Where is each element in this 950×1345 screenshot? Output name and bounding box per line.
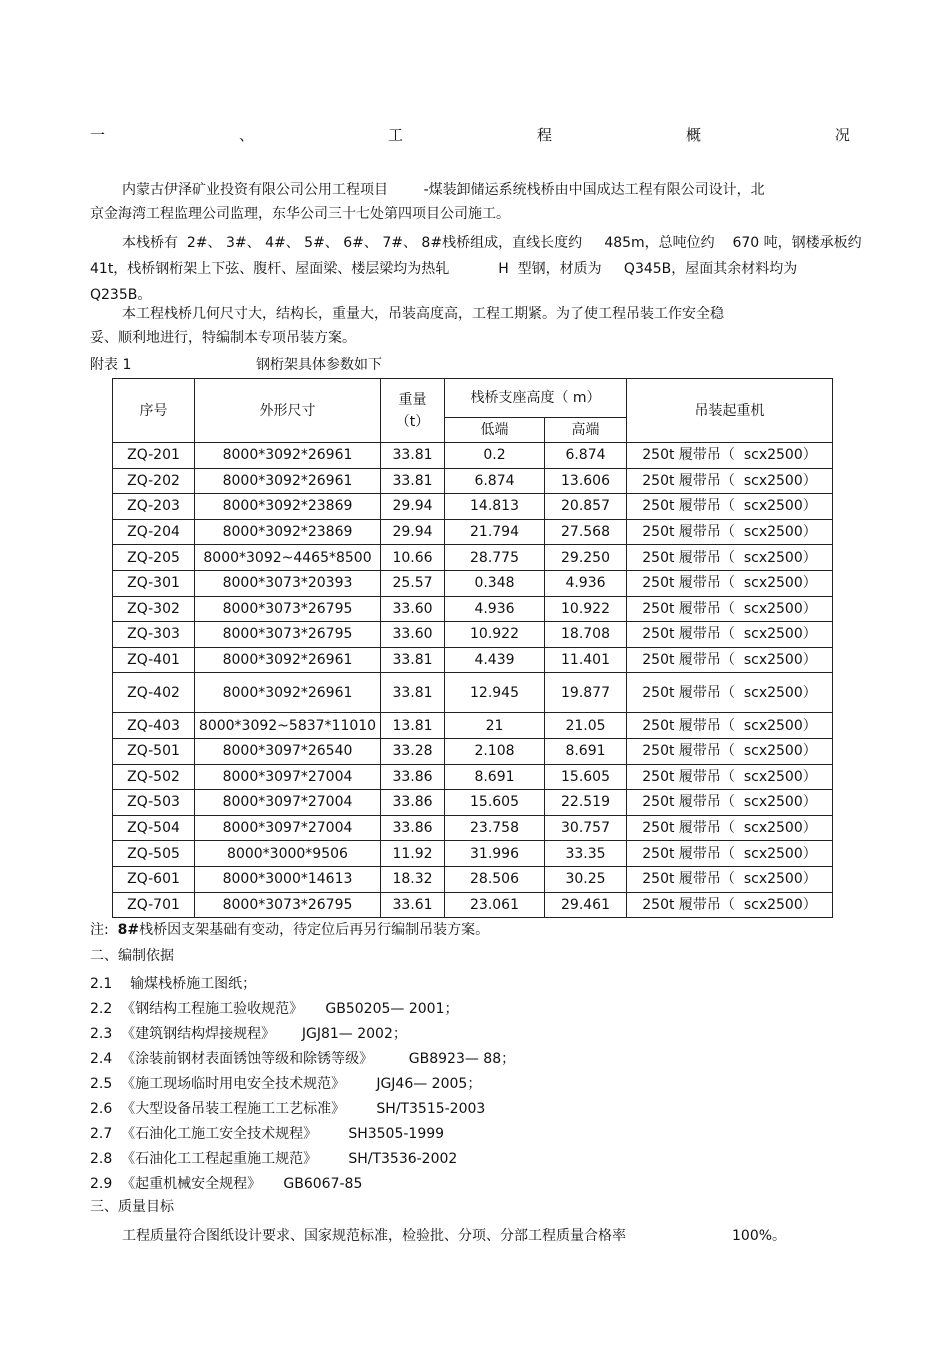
cell-low: 14.813 xyxy=(445,494,545,520)
cell-crane: 250t 履带吊（ scx2500） xyxy=(627,673,833,713)
cell-high: 33.35 xyxy=(545,841,627,867)
cell-high: 19.877 xyxy=(545,673,627,713)
cell-low: 4.439 xyxy=(445,647,545,673)
cell-high: 21.05 xyxy=(545,713,627,739)
table-note xyxy=(90,919,489,939)
cell-low: 12.945 xyxy=(445,673,545,713)
paragraph-line: 本栈桥有 2#、 3#、 4#、 5#、 6#、 7#、 8#栈桥组成，直线长度约 485m，总吨位约 670 吨，钢楼承板约 xyxy=(122,235,862,251)
note-bold: 8# xyxy=(117,922,140,938)
table-row xyxy=(113,841,833,867)
table-row xyxy=(113,738,833,764)
cell-high: 29.250 xyxy=(545,545,627,571)
cell-weight: 29.94 xyxy=(381,519,445,545)
cell-no: ZQ-403 xyxy=(113,713,195,739)
header-size: 外形尺寸 xyxy=(195,379,381,443)
cell-no: ZQ-301 xyxy=(113,570,195,596)
heading-char: 况 xyxy=(834,126,850,144)
cell-no: ZQ-701 xyxy=(113,892,195,918)
table-caption-label: 附表 1 xyxy=(90,357,132,373)
cell-low: 28.775 xyxy=(445,545,545,571)
table-row xyxy=(113,892,833,918)
steel-truss-parameters-table xyxy=(112,378,833,918)
cell-crane: 250t 履带吊（ scx2500） xyxy=(627,866,833,892)
table-row xyxy=(113,468,833,494)
cell-low: 23.758 xyxy=(445,815,545,841)
cell-size: 8000*3092*26961 xyxy=(195,647,381,673)
table-row xyxy=(113,519,833,545)
cell-crane: 250t 履带吊（ scx2500） xyxy=(627,738,833,764)
cell-no: ZQ-203 xyxy=(113,494,195,520)
table-row xyxy=(113,622,833,648)
cell-high: 30.757 xyxy=(545,815,627,841)
cell-weight: 33.28 xyxy=(381,738,445,764)
header-low-end: 低端 xyxy=(445,418,545,443)
paragraph-line: 本工程栈桥几何尺寸大，结构长，重量大，吊装高度高，工程工期紧。为了使工程吊装工作安全稳 xyxy=(122,306,724,322)
quality-goal-value: 100%。 xyxy=(732,1228,787,1244)
cell-size: 8000*3000*14613 xyxy=(195,866,381,892)
heading-char: 工 xyxy=(387,126,403,144)
cell-weight: 33.60 xyxy=(381,622,445,648)
paragraph-line: 妥、顺利地进行，特编制本专项吊装方案。 xyxy=(90,330,356,346)
table-row xyxy=(113,570,833,596)
paragraph-2 xyxy=(90,230,862,308)
reference-item: 2.3 《建筑钢结构焊接规程》 JGJ81— 2002； xyxy=(90,1026,407,1042)
cell-no: ZQ-501 xyxy=(113,738,195,764)
cell-size: 8000*3097*27004 xyxy=(195,764,381,790)
cell-size: 8000*3092*26961 xyxy=(195,673,381,713)
cell-crane: 250t 履带吊（ scx2500） xyxy=(627,764,833,790)
cell-size: 8000*3092*23869 xyxy=(195,494,381,520)
cell-weight: 13.81 xyxy=(381,713,445,739)
table-row xyxy=(113,713,833,739)
table-row xyxy=(113,545,833,571)
cell-high: 13.606 xyxy=(545,468,627,494)
quality-goal-text: 工程质量符合图纸设计要求、国家规范标准，检验批、分项、分部工程质量合格率 xyxy=(122,1228,626,1244)
cell-weight: 33.81 xyxy=(381,443,445,469)
cell-low: 21 xyxy=(445,713,545,739)
cell-low: 6.874 xyxy=(445,468,545,494)
paragraph-1 xyxy=(90,178,850,226)
cell-crane: 250t 履带吊（ scx2500） xyxy=(627,647,833,673)
table-row xyxy=(113,647,833,673)
table-row xyxy=(113,443,833,469)
cell-size: 8000*3092*26961 xyxy=(195,443,381,469)
heading-char: 一 xyxy=(90,126,106,144)
cell-high: 22.519 xyxy=(545,790,627,816)
cell-no: ZQ-502 xyxy=(113,764,195,790)
header-support-height: 栈桥支座高度（ m） xyxy=(445,379,627,418)
cell-size: 8000*3097*27004 xyxy=(195,790,381,816)
cell-no: ZQ-202 xyxy=(113,468,195,494)
reference-item: 2.8 《石油化工工程起重施工规范》 SH/T3536-2002 xyxy=(90,1151,458,1167)
cell-high: 10.922 xyxy=(545,596,627,622)
cell-crane: 250t 履带吊（ scx2500） xyxy=(627,468,833,494)
cell-high: 4.936 xyxy=(545,570,627,596)
cell-no: ZQ-303 xyxy=(113,622,195,648)
cell-low: 10.922 xyxy=(445,622,545,648)
cell-crane: 250t 履带吊（ scx2500） xyxy=(627,713,833,739)
table-row xyxy=(113,596,833,622)
cell-size: 8000*3092*26961 xyxy=(195,468,381,494)
cell-weight: 33.81 xyxy=(381,673,445,713)
table-row xyxy=(113,866,833,892)
table-row xyxy=(113,790,833,816)
paragraph-line: Q235B。 xyxy=(90,287,152,303)
cell-high: 8.691 xyxy=(545,738,627,764)
cell-weight: 11.92 xyxy=(381,841,445,867)
cell-high: 30.25 xyxy=(545,866,627,892)
reference-item: 2.1 输煤栈桥施工图纸； xyxy=(90,976,257,992)
cell-low: 0.2 xyxy=(445,443,545,469)
section-2-title: 二、编制依据 xyxy=(90,948,174,964)
cell-low: 8.691 xyxy=(445,764,545,790)
reference-item: 2.4 《涂装前钢材表面锈蚀等级和除锈等级》 GB8923— 88； xyxy=(90,1051,516,1067)
cell-high: 15.605 xyxy=(545,764,627,790)
cell-crane: 250t 履带吊（ scx2500） xyxy=(627,892,833,918)
cell-high: 27.568 xyxy=(545,519,627,545)
table-row xyxy=(113,815,833,841)
section-3-title: 三、质量目标 xyxy=(90,1199,174,1215)
cell-no: ZQ-601 xyxy=(113,866,195,892)
cell-no: ZQ-302 xyxy=(113,596,195,622)
cell-weight: 33.86 xyxy=(381,790,445,816)
reference-item: 2.7 《石油化工施工安全技术规程》 SH3505-1999 xyxy=(90,1126,445,1142)
cell-low: 2.108 xyxy=(445,738,545,764)
cell-size: 8000*3092~5837*11010 xyxy=(195,713,381,739)
cell-no: ZQ-504 xyxy=(113,815,195,841)
paragraph-line: 京金海湾工程监理公司监理，东华公司三十七处第四项目公司施工。 xyxy=(90,206,510,222)
cell-high: 18.708 xyxy=(545,622,627,648)
cell-weight: 25.57 xyxy=(381,570,445,596)
cell-no: ZQ-204 xyxy=(113,519,195,545)
reference-item: 2.2 《钢结构工程施工验收规范》 GB50205— 2001； xyxy=(90,1001,459,1017)
cell-low: 0.348 xyxy=(445,570,545,596)
paragraph-3 xyxy=(90,302,850,350)
cell-crane: 250t 履带吊（ scx2500） xyxy=(627,570,833,596)
cell-weight: 33.86 xyxy=(381,764,445,790)
cell-weight: 33.60 xyxy=(381,596,445,622)
table-row xyxy=(113,673,833,713)
cell-weight: 33.81 xyxy=(381,647,445,673)
cell-high: 11.401 xyxy=(545,647,627,673)
cell-low: 21.794 xyxy=(445,519,545,545)
cell-low: 28.506 xyxy=(445,866,545,892)
cell-weight: 29.94 xyxy=(381,494,445,520)
header-high-end: 高端 xyxy=(545,418,627,443)
cell-size: 8000*3073*26795 xyxy=(195,892,381,918)
cell-size: 8000*3097*27004 xyxy=(195,815,381,841)
header-no: 序号 xyxy=(113,379,195,443)
cell-weight: 33.81 xyxy=(381,468,445,494)
table-caption-title: 钢桁架具体参数如下 xyxy=(256,357,382,373)
header-crane: 吊装起重机 xyxy=(627,379,833,443)
cell-low: 4.936 xyxy=(445,596,545,622)
cell-size: 8000*3073*26795 xyxy=(195,596,381,622)
cell-high: 29.461 xyxy=(545,892,627,918)
cell-no: ZQ-402 xyxy=(113,673,195,713)
paragraph-line: 41t，栈桥钢桁架上下弦、腹杆、屋面梁、楼层梁均为热轧 H 型钢，材质为 Q345B，屋面其余材料均为 xyxy=(90,261,798,277)
heading-char: 概 xyxy=(685,126,701,144)
cell-size: 8000*3073*20393 xyxy=(195,570,381,596)
cell-high: 20.857 xyxy=(545,494,627,520)
cell-high: 6.874 xyxy=(545,443,627,469)
cell-crane: 250t 履带吊（ scx2500） xyxy=(627,596,833,622)
cell-size: 8000*3000*9506 xyxy=(195,841,381,867)
cell-no: ZQ-201 xyxy=(113,443,195,469)
cell-weight: 33.86 xyxy=(381,815,445,841)
cell-crane: 250t 履带吊（ scx2500） xyxy=(627,494,833,520)
cell-size: 8000*3073*26795 xyxy=(195,622,381,648)
table-row xyxy=(113,494,833,520)
cell-no: ZQ-505 xyxy=(113,841,195,867)
cell-crane: 250t 履带吊（ scx2500） xyxy=(627,841,833,867)
note-prefix: 注: xyxy=(90,922,118,938)
reference-item: 2.6 《大型设备吊装工程施工工艺标准》 SH/T3515-2003 xyxy=(90,1101,486,1117)
cell-crane: 250t 履带吊（ scx2500） xyxy=(627,815,833,841)
note-text: 栈桥因支架基础有变动，待定位后再另行编制吊装方案。 xyxy=(139,922,490,938)
heading-char: 、 xyxy=(238,126,254,144)
cell-weight: 33.61 xyxy=(381,892,445,918)
paragraph-line: 内蒙古伊泽矿业投资有限公司公用工程项目 -煤装卸储运系统栈桥由中国成达工程有限公司设计，北 xyxy=(122,182,765,198)
cell-crane: 250t 履带吊（ scx2500） xyxy=(627,790,833,816)
cell-no: ZQ-401 xyxy=(113,647,195,673)
heading-char: 程 xyxy=(536,126,552,144)
cell-size: 8000*3092*23869 xyxy=(195,519,381,545)
header-weight: 重量 （t） xyxy=(381,379,445,443)
table-row xyxy=(113,764,833,790)
cell-crane: 250t 履带吊（ scx2500） xyxy=(627,519,833,545)
cell-weight: 10.66 xyxy=(381,545,445,571)
cell-crane: 250t 履带吊（ scx2500） xyxy=(627,622,833,648)
cell-no: ZQ-503 xyxy=(113,790,195,816)
cell-crane: 250t 履带吊（ scx2500） xyxy=(627,443,833,469)
cell-crane: 250t 履带吊（ scx2500） xyxy=(627,545,833,571)
reference-item: 2.9 《起重机械安全规程》 GB6067-85 xyxy=(90,1176,363,1192)
cell-size: 8000*3097*26540 xyxy=(195,738,381,764)
cell-low: 15.605 xyxy=(445,790,545,816)
table-body xyxy=(113,443,833,918)
cell-low: 31.996 xyxy=(445,841,545,867)
cell-no: ZQ-205 xyxy=(113,545,195,571)
cell-weight: 18.32 xyxy=(381,866,445,892)
reference-item: 2.5 《施工现场临时用电安全技术规范》 JGJ46— 2005； xyxy=(90,1076,482,1092)
cell-low: 23.061 xyxy=(445,892,545,918)
cell-size: 8000*3092~4465*8500 xyxy=(195,545,381,571)
section-1-heading xyxy=(90,124,850,146)
